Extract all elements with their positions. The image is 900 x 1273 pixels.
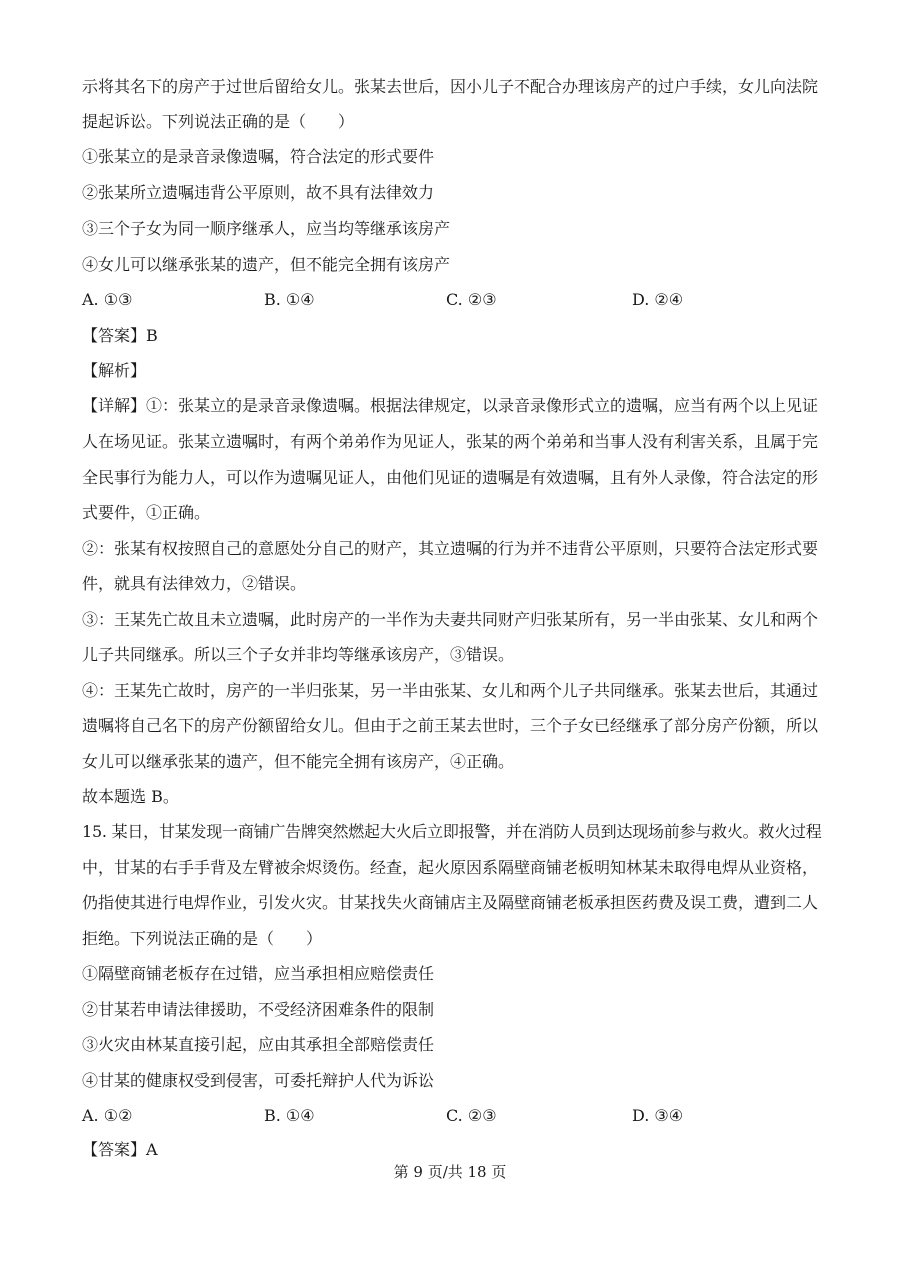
q15-item-2: ②甘某若申请法律援助，不受经济困难条件的限制: [82, 1000, 435, 1019]
q14-option-b: B. ①④: [264, 290, 315, 309]
q14-detail-line-2: 人在场见证。张某立遗嘱时，有两个弟弟作为见证人，张某的两个弟弟和当事人没有利害关系，且属于完: [82, 432, 819, 451]
q14-option-d: D. ②④: [632, 290, 684, 309]
q15-answer: 【答案】A: [82, 1140, 158, 1159]
q14-detail-line-4: 式要件，①正确。: [82, 503, 211, 522]
q14-detail-line-9: ④：王某先亡故时，房产的一半归张某，另一半由张某、女儿和两个儿子共同继承。张某去世后，其通过: [82, 681, 819, 700]
q15-item-4: ④甘某的健康权受到侵害，可委托辩护人代为诉讼: [82, 1071, 435, 1090]
q15-item-3: ③火灾由林某直接引起，应由其承担全部赔偿责任: [82, 1035, 435, 1054]
q14-detail-line-6: 件，就具有法律效力，②错误。: [82, 574, 307, 593]
q14-detail-line-10: 遗嘱将自己名下的房产份额留给女儿。但由于之前王某去世时，三个子女已经继承了部分房产份额，所以: [82, 716, 819, 735]
q15-stem-line-4: 拒绝。下列说法正确的是（ ）: [82, 929, 323, 948]
q14-item-4: ④女儿可以继承张某的遗产，但不能完全拥有该房产: [82, 255, 451, 274]
q15-item-1: ①隔壁商铺老板存在过错，应当承担相应赔偿责任: [82, 964, 435, 983]
q15-options: [82, 1106, 822, 1126]
q14-option-a: A. ①③: [82, 290, 133, 309]
q14-item-1: ①张某立的是录音录像遗嘱，符合法定的形式要件: [82, 147, 435, 166]
q14-answer: 【答案】B: [82, 326, 158, 345]
q14-stem-line-2: 提起诉讼。下列说法正确的是（ ）: [82, 112, 355, 131]
q14-item-3: ③三个子女为同一顺序继承人，应当均等继承该房产: [82, 219, 451, 238]
q14-detail-line-12: 故本题选 B。: [82, 787, 179, 806]
q15-option-a: A. ①②: [82, 1106, 133, 1125]
q14-stem-line-1: 示将其名下的房产于过世后留给女儿。张某去世后，因小儿子不配合办理该房产的过户手续，女儿向法院: [82, 77, 819, 96]
q14-detail-line-11: 女儿可以继承张某的遗产，但不能完全拥有该房产，④正确。: [82, 752, 515, 771]
q15-option-c: C. ②③: [446, 1106, 497, 1125]
q14-detail-line-3: 全民事行为能力人，可以作为遗嘱见证人，由他们见证的遗嘱是有效遗嘱，且有外人录像，符合法定的形: [82, 468, 819, 487]
q15-stem-line-3: 仍指使其进行电焊作业，引发火灾。甘某找失火商铺店主及隔壁商铺老板承担医药费及误工费，遭到二人: [82, 893, 819, 912]
q14-detail-line-8: 儿子共同继承。所以三个子女并非均等继承该房产，③错误。: [82, 645, 515, 664]
q14-analysis-label: 【解析】: [82, 361, 147, 380]
q14-options: [82, 290, 822, 310]
q14-detail-line-7: ③：王某先亡故且未立遗嘱，此时房产的一半作为夫妻共同财产归张某所有，另一半由张某、女儿和两个: [82, 610, 819, 629]
q14-detail-line-5: ②：张某有权按照自己的意愿处分自己的财产，其立遗嘱的行为并不违背公平原则，只要符合法定形式要: [82, 539, 819, 558]
q14-option-c: C. ②③: [446, 290, 497, 309]
q14-item-2: ②张某所立遗嘱违背公平原则，故不具有法律效力: [82, 183, 435, 202]
q15-option-d: D. ③④: [632, 1106, 684, 1125]
q15-option-b: B. ①④: [264, 1106, 315, 1125]
q15-stem-line-1: 15. 某日，甘某发现一商铺广告牌突然燃起大火后立即报警，并在消防人员到达现场前参与救火。救火过程: [82, 822, 822, 841]
q15-stem-line-2: 中，甘某的右手手背及左臂被余烬烫伤。经查，起火原因系隔壁商铺老板明知林某未取得电焊从业资格，: [82, 858, 819, 877]
q14-detail-line-1: 【详解】①：张某立的是录音录像遗嘱。根据法律规定，以录音录像形式立的遗嘱，应当有两个以上见证: [82, 396, 819, 415]
page-footer: 第 9 页/共 18 页: [393, 1163, 507, 1181]
